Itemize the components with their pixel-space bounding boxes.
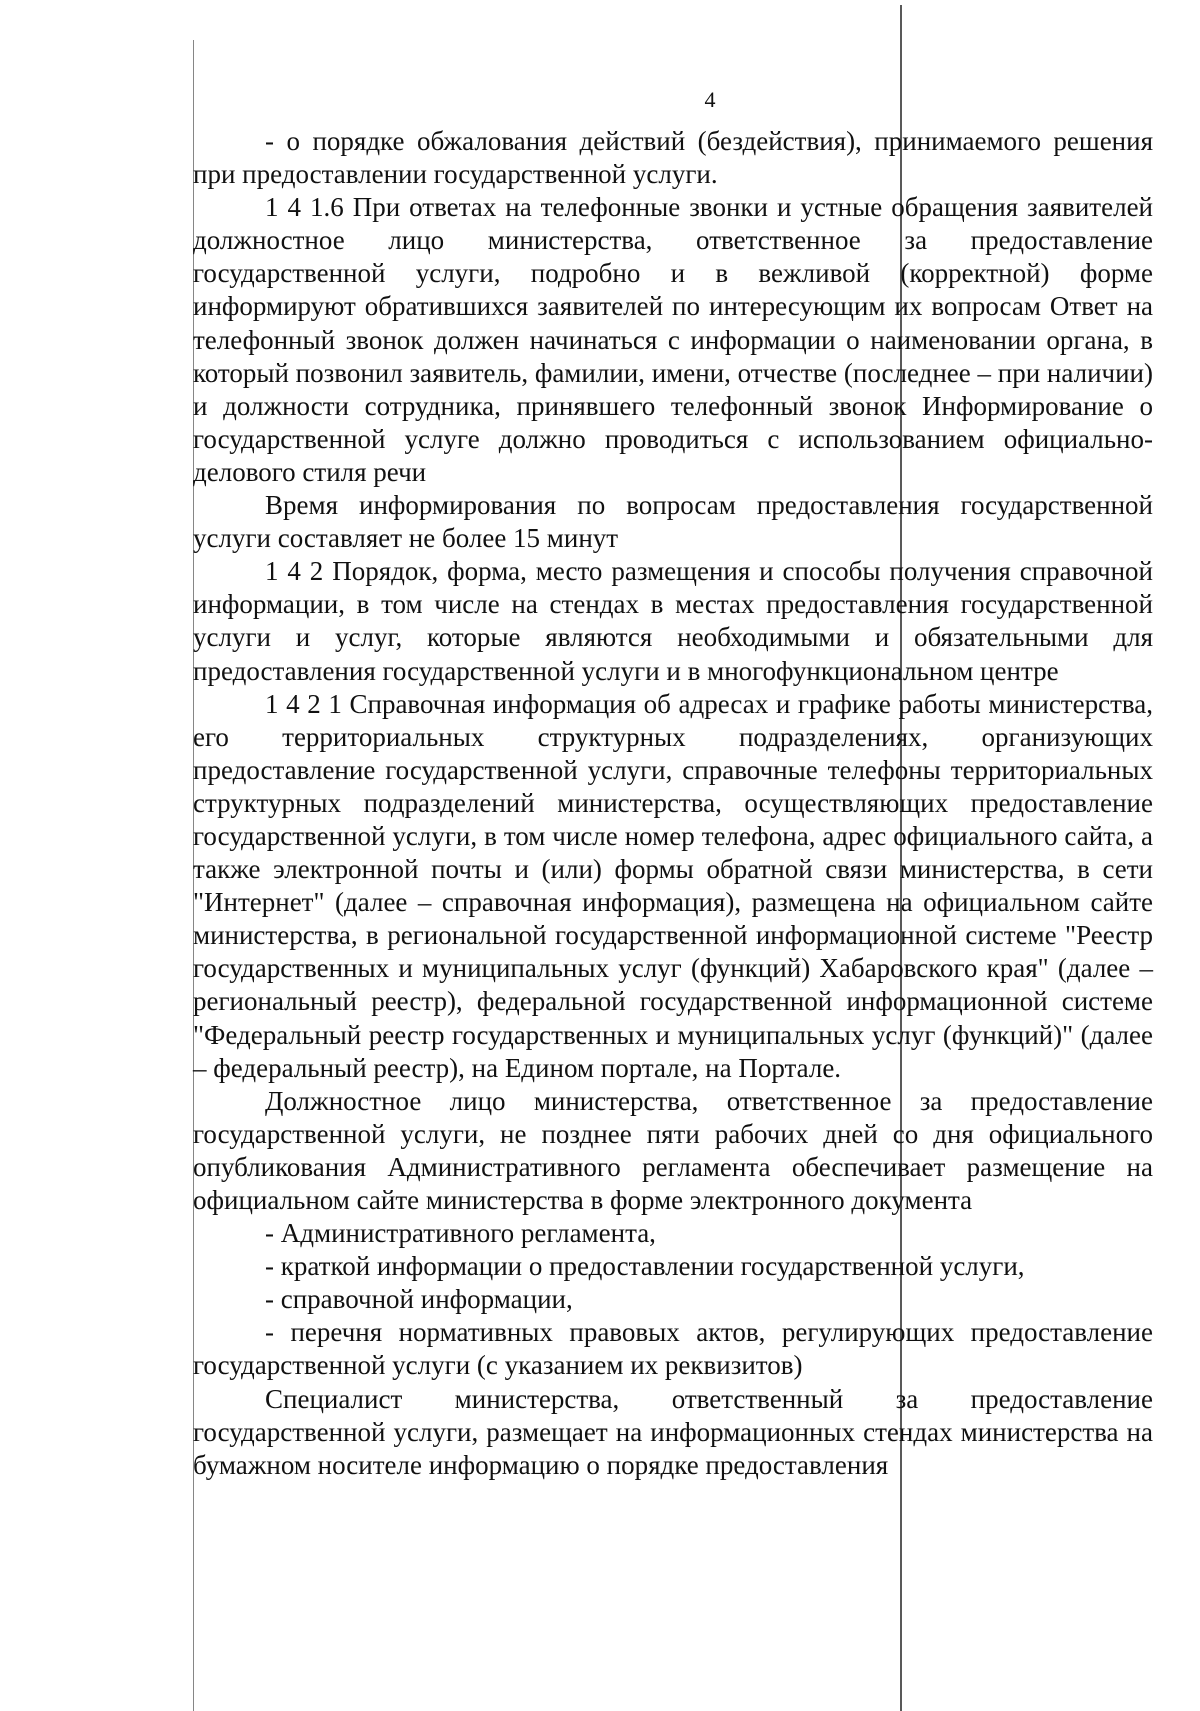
paragraph-information-stands: Специалист министерства, ответственный за предоставление государственной услуги, размещает на информационных стендах министерства на бумажном носителе информацию о порядке предоставления <box>193 1383 1153 1480</box>
paragraph-appeal-procedure: - о порядке обжалования действий (бездействия), принимаемого решения при предоставлении государственной услуги. <box>193 126 1153 190</box>
list-item: - Административного регламента, <box>265 1218 656 1249</box>
paragraph-1-4-2-1: 1 4 2 1 Справочная информация об адресах и графике работы министерства, его территориальных структурных подразделениях, организующих предоставление государственной услуги, справочные телефоны территориальных структурных подразделений министерства, осуществляющих предоставление государственной услуги, в том числе номер телефона, адрес официального сайта, а также электронной почты и (или) формы обратной связи министерства, в сети "Интернет" (далее – справочная информация), размещена на официальном сайте министерства, в региональной государственной информационной системе "Реестр государственных и муниципальных услуг (функций) Хабаровского края" (далее – региональный реестр), федеральной государственной информационной системе "Федеральный реестр государственных и муниципальных услуг (функций)" (далее – федеральный реестр), на Едином портале, на Портале. <box>193 688 1153 1083</box>
paragraph-1-4-1-6: 1 4 1.6 При ответах на телефонные звонки и устные обращения заявителей должностное лицо министерства, ответственное за предоставление государственной услуги, подробно и в вежливой (корректной) форме информируют обратившихся заявителей по интересующим их вопросам Ответ на телефонный звонок должен начинаться с информации о наименовании органа, в который позвонил заявитель, фамилии, имени, отчестве (последнее – при наличии) и должности сотрудника, принявшего телефонный звонок Информирование о государственной услуге должно проводиться с использованием официально-делового стиля речи <box>193 192 1153 487</box>
paragraph-official-publication: Должностное лицо министерства, ответственное за предоставление государственной услуги, не позднее пяти рабочих дней со дня официального опубликования Административного регламента обеспечивает размещение на официальном сайте министерства в форме электронного документа <box>193 1085 1153 1215</box>
list-item: - краткой информации о предоставлении государственной услуги, <box>265 1251 1025 1282</box>
paragraph-1-4-2: 1 4 2 Порядок, форма, место размещения и способы получения справочной информации, в том числе на стендах в местах предоставления государственной услуги и услуг, которые являются необходимыми и обязательными для предоставления государственной услуги и в многофункциональном центре <box>193 556 1153 686</box>
page-number: 4 <box>704 87 716 112</box>
paragraph-informing-time: Время информирования по вопросам предоставления государственной услуги составляет не более 15 минут <box>193 490 1153 554</box>
list-item: - перечня нормативных правовых актов, регулирующих предоставление государственной услуги (с указанием их реквизитов) <box>193 1317 1153 1381</box>
document-body <box>193 125 1153 1482</box>
list-item: - справочной информации, <box>265 1284 573 1315</box>
